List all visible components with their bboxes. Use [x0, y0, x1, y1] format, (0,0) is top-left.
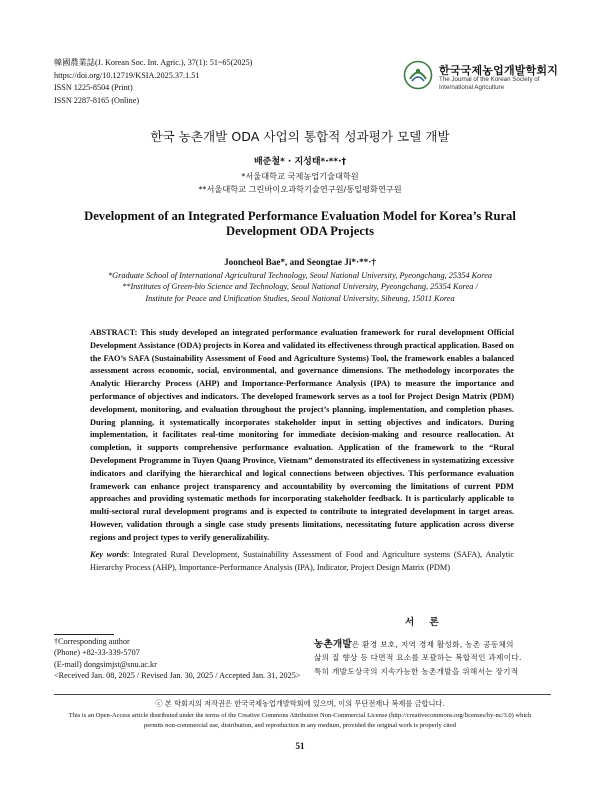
keywords-text: : Integrated Rural Development, Sustainability Assessment of Food and Agriculture systems (SAFA), Analytic Hierarchy Process (AHP), Importance-Performance Analysis (IPA), Indicator, Project Design Matrix (PDM) — [90, 550, 515, 572]
introduction-line-1-text: 은 환경 보호, 지역 경제 활성화, 농촌 공동체의 — [351, 640, 514, 649]
open-access-license — [40, 711, 560, 730]
issn-print: ISSN 1225-8504 (Print) — [54, 83, 133, 93]
license-line-1: This is an Open-Access article distributed under the terms of the Creative Commons Attribution Non-Commercial License (http://creativecommons.org/licenses/by-nc/3.0) which — [68, 712, 532, 719]
keywords-label: Key words — [90, 550, 127, 559]
korean-authors: 배준철* · 지성태*·**·† — [253, 157, 346, 167]
corresponding-email[interactable]: (E-mail) dongsimjst@snu.ac.kr — [54, 659, 157, 669]
correspondence-footnote — [54, 636, 300, 682]
introduction-first-word: 농촌개발 — [314, 639, 352, 650]
logo-english-name: The Journal of the Korean Society of International Agriculture — [439, 76, 540, 91]
doi-link[interactable]: https://doi.org/10.12719/KSIA.2025.37.1.51 — [54, 70, 200, 80]
page-number: 51 — [295, 741, 305, 751]
ksia-emblem-icon — [403, 60, 433, 90]
license-divider — [54, 694, 551, 695]
abstract: ABSTRACT: This study developed an integrated performance evaluation framework for rural development Official Development Assistance (ODA) projects in Korea and validated its effectiveness through practical application. Based on the FAO’s SAFA (Sustainability Assessment of Food and Agriculture Systems) Tool, the framework enables a balanced assessment across economic, social, environmental, and governance dimensions. The methodology incorporates the Analytic Hierarchy Process (AHP) and Importance-Performance Analysis (IPA) to measure the importance and performance of objectives and indicators. The developed framework serves as a tool for Project Design Matrix (PDM) development, monitoring, and evaluation throughout the project’s planning, implementation, and completion phases. During planning, it systematically incorporates stakeholder input in setting objectives and indicators. During implementation, it facilitates real-time monitoring for immediate decision-making and resource reallocation. At completion, it supports comprehensive performance evaluation. Application of the framework to the “Rural Development Programme in Tuyen Quang Province, Vietnam” demonstrated its effectiveness in systematizing excessive indicators and clarifying the hierarchical and logical connections between objectives. This performance evaluation framework can enhance project transparency and accountability by overcoming the limitations of current PDM approaches and providing systematic methods for incorporating stakeholder feedback. It is particularly applicable to multi-sectoral rural development programs and is expected to contribute to integrated development in target areas. However, validation through a single case study presents limitations, necessitating future application across diverse regions and project types to verify generalizability. — [90, 328, 514, 542]
korean-affiliation-1: *서울대학교 국제농업기술대학원 — [241, 171, 359, 181]
introduction-heading: 서 론 — [405, 617, 445, 628]
english-affiliations — [40, 270, 560, 304]
korean-affiliation-2: **서울대학교 그린바이오과학기술연구원/통일평화연구원 — [198, 184, 402, 194]
footnote-divider — [54, 634, 114, 635]
english-affiliation-3: Institute for Peace and Unification Studies, Seoul National University, Siheung, 15011 Korea — [145, 293, 455, 303]
english-title: Development of an Integrated Performance Evaluation Model for Korea’s Rural Development ODA Projects — [84, 209, 516, 238]
logo-korean-name: 한국국제농업개발학회지 — [439, 64, 559, 77]
english-authors: Jooncheol Bae*, and Seongtae Ji*·**·† — [224, 257, 376, 267]
issn-online: ISSN 2287-8165 (Online) — [54, 95, 140, 105]
introduction-line-2: 삶의 질 향상 등 다면적 요소를 포괄하는 복합적인 과제이다. — [314, 653, 522, 662]
introduction-line-1 — [314, 636, 554, 650]
keywords — [90, 549, 514, 575]
license-line-2: permits non-commercial use, distribution, and reproduction in any medium, provided the original work is properly cited — [144, 721, 456, 729]
submission-dates: <Received Jan. 08, 2025 / Revised Jan. 30, 2025 / Accepted Jan. 31, 2025> — [54, 671, 301, 681]
corresponding-phone: (Phone) +82-33-339-5707 — [54, 648, 140, 658]
korean-title: 한국 농촌개발 ODA 사업의 통합적 성과평가 모델 개발 — [150, 129, 450, 144]
corresponding-author: †Corresponding author — [54, 637, 130, 646]
english-affiliation-2: **Institutes of Green-bio Science and Technology, Seoul National University, Pyeongchang, 25354 Korea / — [122, 282, 478, 292]
citation: 韓國農業誌(J. Korean Soc. Int. Agric.), 37(1): 51~65(2025) — [54, 58, 253, 67]
journal-header — [54, 57, 252, 107]
journal-logo — [403, 60, 559, 94]
copyright-korean: ⓒ 본 학회지의 저작권은 한국국제농업개발학회에 있으며, 이의 무단전재나 복제를 금합니다. — [155, 699, 445, 708]
introduction-line-3: 특히 개발도상국의 지속가능한 농촌개발을 위해서는 장기적 — [314, 667, 519, 676]
english-affiliation-1: *Graduate School of International Agricultural Technology, Seoul National University, Pyeongchang, 25354 Korea — [107, 271, 493, 280]
